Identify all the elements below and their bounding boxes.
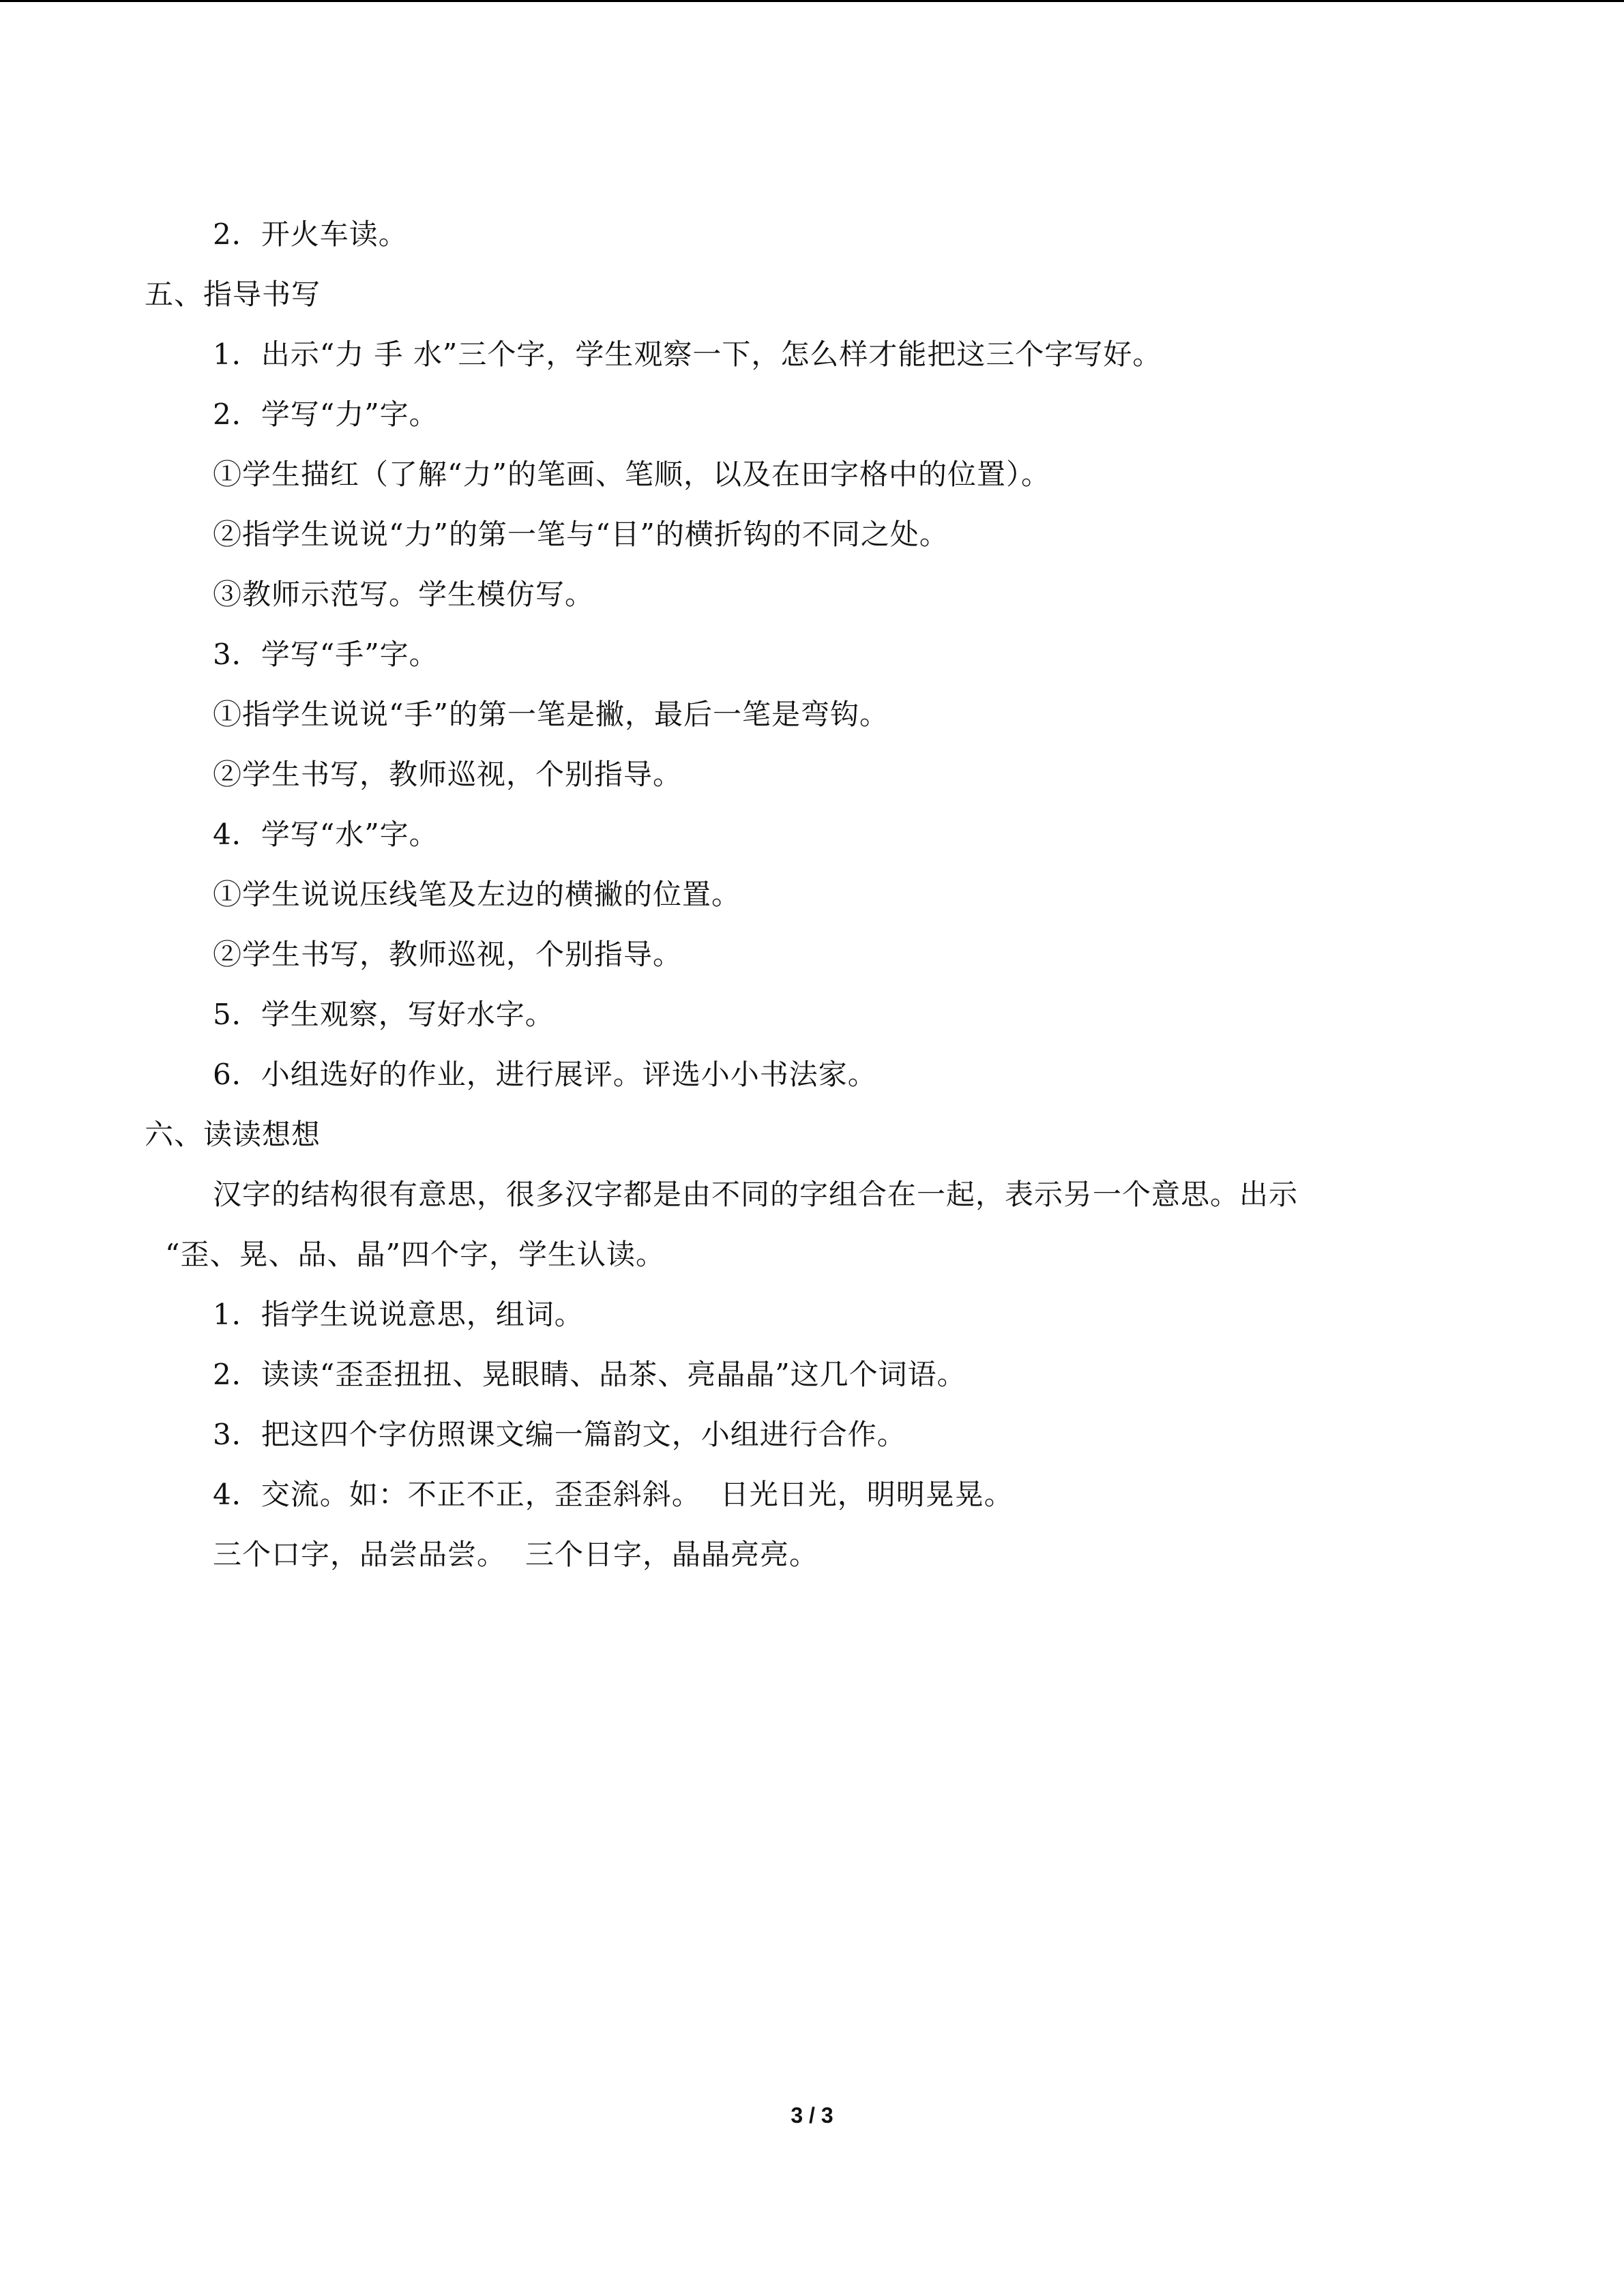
poem-line-1 <box>145 1465 1468 1525</box>
text-line-9: ①指学生说说“手”的第一笔是撇，最后一笔是弯钩。 <box>213 698 889 731</box>
paragraph-line-2: “歪、晃、品、晶”四个字，学生认读。 <box>165 1238 665 1271</box>
text-line-19: 1．指学生说说意思，组词。 <box>213 1298 584 1331</box>
text-line-13: ②学生书写，教师巡视，个别指导。 <box>213 938 683 971</box>
document-body <box>145 205 1468 1585</box>
text-line-4: 2．学写“力”字。 <box>213 398 439 431</box>
text-line-3: 1．出示“力 手 水”三个字，学生观察一下，怎么样才能把这三个字写好。 <box>213 338 1162 371</box>
poem-line-2-part-a: 三个口字，品尝品尝。 <box>213 1538 507 1571</box>
text-line-10: ②学生书写，教师巡视，个别指导。 <box>213 758 683 791</box>
page-number: 3 / 3 <box>791 2103 833 2128</box>
poem-line-2 <box>145 1525 1468 1585</box>
section-heading-6: 六、读读想想 <box>145 1118 321 1151</box>
text-line-6: ②指学生说说“力”的第一笔与“目”的横折钩的不同之处。 <box>213 518 949 551</box>
text-line-15: 6．小组选好的作业，进行展评。评选小小书法家。 <box>213 1058 877 1091</box>
section-heading-5: 五、指导书写 <box>145 278 321 311</box>
poem-line-2-part-b: 三个日字，晶晶亮亮。 <box>525 1538 819 1571</box>
text-line-7: ③教师示范写。学生模仿写。 <box>213 578 595 611</box>
text-line-12: ①学生说说压线笔及左边的横撇的位置。 <box>213 878 741 911</box>
poem-line-1-part-a: 4．交流。如：不正不正，歪歪斜斜。 <box>213 1478 701 1511</box>
text-line-14: 5．学生观察，写好水字。 <box>213 998 555 1031</box>
text-line-21: 3．把这四个字仿照课文编一篇韵文，小组进行合作。 <box>213 1418 906 1451</box>
text-line-8: 3．学写“手”字。 <box>213 638 439 671</box>
poem-line-1-part-b: 日光日光，明明晃晃。 <box>720 1478 1014 1511</box>
top-border <box>0 0 1624 2</box>
text-line-11: 4．学写“水”字。 <box>213 818 439 851</box>
text-line-1: 2．开火车读。 <box>213 218 408 251</box>
paragraph-line-1: 汉字的结构很有意思，很多汉字都是由不同的字组合在一起，表示另一个意思。出示 <box>213 1178 1299 1211</box>
text-line-20: 2．读读“歪歪扭扭、晃眼睛、品茶、亮晶晶”这几个词语。 <box>213 1358 966 1391</box>
text-line-5: ①学生描红（了解“力”的笔画、笔顺，以及在田字格中的位置）。 <box>213 458 1050 491</box>
